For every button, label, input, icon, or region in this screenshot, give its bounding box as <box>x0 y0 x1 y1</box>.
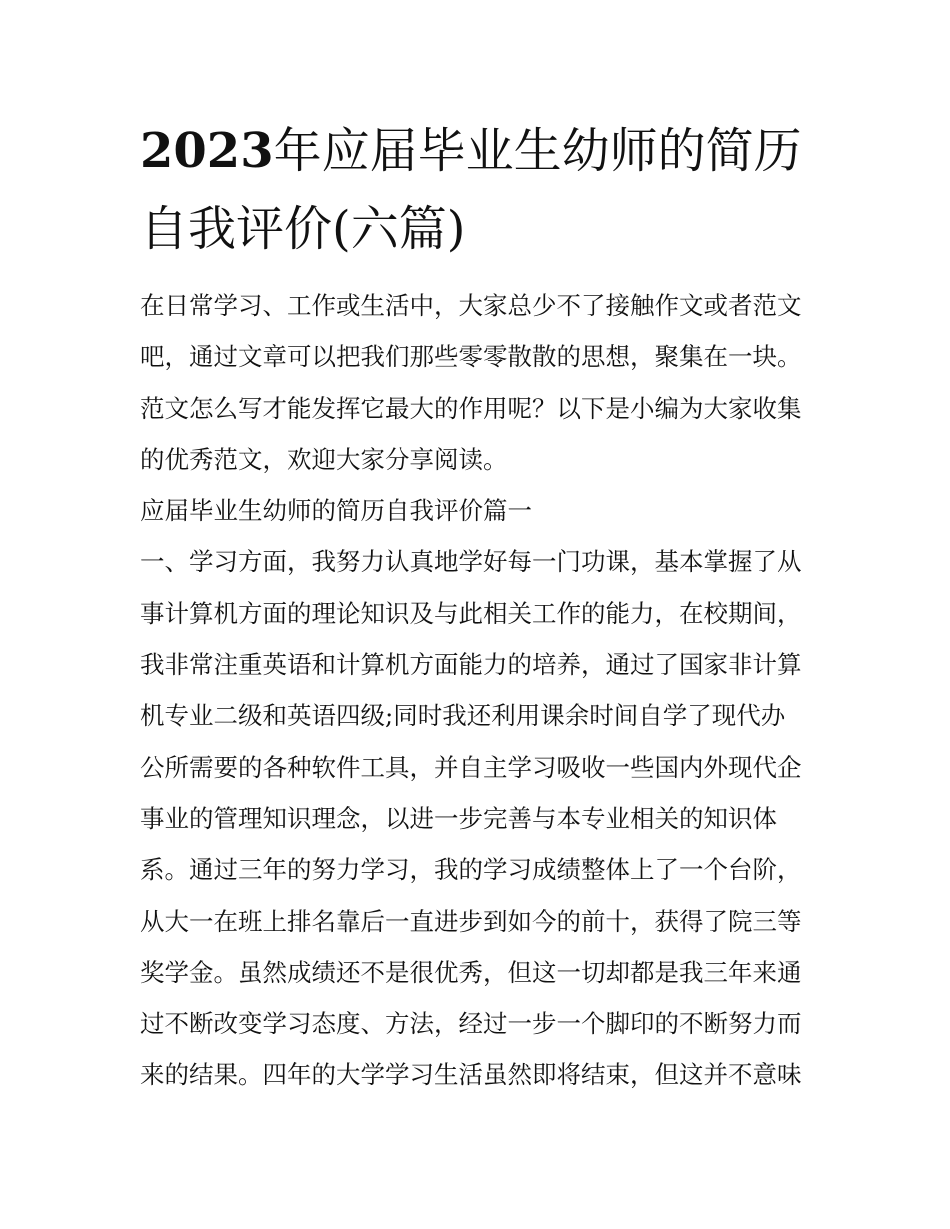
title-line-2: 自我评价(六篇) <box>140 201 466 257</box>
text-line: 吧，通过文章可以把我们那些零零散散的思想，聚集在一块。 <box>140 342 802 372</box>
text-line: 从大一在班上排名靠后一直进步到如今的前十，获得了院三等 <box>140 906 802 936</box>
text-line: 一、学习方面，我努力认真地学好每一门功课，基本掌握了从 <box>140 547 802 577</box>
text-line: 机专业二级和英语四级;同时我还利用课余时间自学了现代办 <box>140 701 786 731</box>
text-line: 事业的管理知识理念，以进一步完善与本专业相关的知识体 <box>140 803 777 833</box>
text-line: 在日常学习、工作或生活中，大家总少不了接触作文或者范文 <box>140 291 802 320</box>
text-line: 公所需要的各种软件工具，并自主学习吸收一些国内外现代企 <box>140 752 802 782</box>
text-line: 事计算机方面的理论知识及与此相关工作的能力，在校期间， <box>140 598 802 628</box>
title-line-1 <box>140 112 820 190</box>
text-line: 的优秀范文，欢迎大家分享阅读。 <box>140 444 508 474</box>
text-line: 我非常注重英语和计算机方面能力的培养，通过了国家非计算 <box>140 650 802 680</box>
text-line: 系。通过三年的努力学习，我的学习成绩整体上了一个台阶， <box>140 855 802 885</box>
text-line: 奖学金。虽然成绩还不是很优秀，但这一切却都是我三年来通 <box>140 957 802 987</box>
document-body <box>140 280 820 1101</box>
text-line: 来的结果。四年的大学学习生活虽然即将结束，但这并不意味 <box>140 1060 802 1090</box>
section-heading: 应届毕业生幼师的简历自我评价篇一 <box>140 496 532 526</box>
text-line: 范文怎么写才能发挥它最大的作用呢？以下是小编为大家收集 <box>140 393 802 423</box>
text-line: 过不断改变学习态度、方法，经过一步一个脚印的不断努力而 <box>140 1009 802 1039</box>
title-line-1-text: 年应届毕业生幼师的简历 <box>273 123 802 179</box>
title-year: 2023 <box>140 123 274 179</box>
document-title <box>140 112 820 268</box>
